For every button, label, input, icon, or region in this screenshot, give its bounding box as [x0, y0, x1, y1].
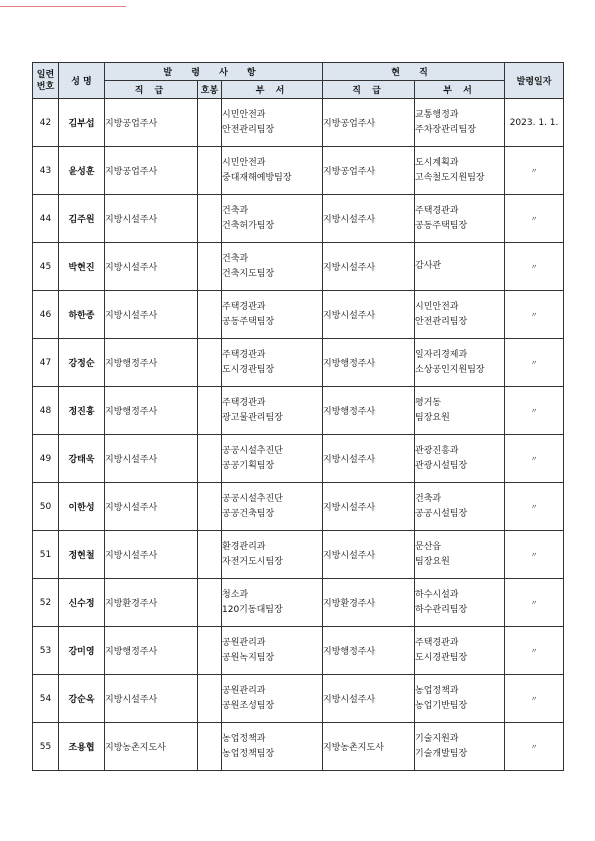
grade-number — [198, 627, 222, 675]
table-row — [33, 723, 564, 771]
new-rank: 지방행정주사 — [105, 339, 198, 387]
header-row-sub — [33, 81, 564, 99]
new-rank: 지방시설주사 — [105, 243, 198, 291]
header-appointment-group: 발 령 사 항 — [105, 63, 323, 81]
new-dept-line: 공공시설추진단 — [222, 493, 283, 504]
header-serial-line1: 일련 — [36, 69, 55, 80]
new-rank: 지방시설주사 — [105, 483, 198, 531]
current-dept-line: 고속철도지원팀장 — [415, 172, 485, 183]
grade-number — [198, 483, 222, 531]
current-dept-line: 소상공인지원팀장 — [415, 364, 485, 375]
current-dept-line: 교통행정과 — [415, 109, 459, 120]
grade-number — [198, 99, 222, 147]
current-dept-line: 건축과 — [415, 493, 442, 504]
new-dept-line: 주택경관과 — [222, 301, 266, 312]
current-dept — [415, 579, 505, 627]
current-rank: 지방시설주사 — [323, 531, 415, 579]
new-dept-line: 농업정책과 — [222, 733, 266, 744]
new-dept-line: 건축과 — [222, 253, 249, 264]
new-rank: 지방시설주사 — [105, 531, 198, 579]
table-row — [33, 243, 564, 291]
current-dept — [415, 435, 505, 483]
current-dept-line: 기술개발팀장 — [415, 748, 468, 759]
table-row — [33, 387, 564, 435]
current-dept — [415, 339, 505, 387]
current-dept — [415, 627, 505, 675]
table-row — [33, 291, 564, 339]
current-dept-line: 하수시설과 — [415, 589, 459, 600]
current-dept — [415, 147, 505, 195]
current-dept-line: 농업정책과 — [415, 685, 459, 696]
current-rank: 지방행정주사 — [323, 387, 415, 435]
new-dept — [222, 723, 323, 771]
current-dept-line: 도시계획과 — [415, 157, 459, 168]
current-dept-line: 공동주택팀장 — [415, 220, 468, 231]
new-dept-line: 건축지도팀장 — [222, 268, 275, 279]
header-cur-rank: 직 급 — [323, 81, 415, 99]
appointment-date: 2023. 1. 1. — [505, 99, 564, 147]
person-name: 강순옥 — [59, 675, 105, 723]
grade-number — [198, 675, 222, 723]
table-row — [33, 483, 564, 531]
serial-number: 54 — [33, 675, 59, 723]
current-dept-line: 시민안전과 — [415, 301, 459, 312]
current-rank: 지방행정주사 — [323, 339, 415, 387]
appointment-date: 〃 — [505, 339, 564, 387]
person-name: 이한성 — [59, 483, 105, 531]
current-dept-line: 주택경관과 — [415, 205, 459, 216]
new-dept-line: 시민안전과 — [222, 157, 266, 168]
new-rank: 지방공업주사 — [105, 147, 198, 195]
new-rank: 지방공업주사 — [105, 99, 198, 147]
new-rank: 지방시설주사 — [105, 675, 198, 723]
grade-number — [198, 435, 222, 483]
new-dept-line: 농업정책팀장 — [222, 748, 275, 759]
table-row — [33, 147, 564, 195]
new-dept — [222, 339, 323, 387]
person-name: 강정순 — [59, 339, 105, 387]
top-rule — [0, 6, 126, 7]
new-dept — [222, 195, 323, 243]
grade-number — [198, 243, 222, 291]
appointment-date: 〃 — [505, 675, 564, 723]
current-rank: 지방공업주사 — [323, 99, 415, 147]
new-dept-line: 공원녹지팀장 — [222, 652, 275, 663]
new-dept-line: 120기동대팀장 — [222, 604, 283, 615]
serial-number: 52 — [33, 579, 59, 627]
person-name: 강태욱 — [59, 435, 105, 483]
serial-number: 45 — [33, 243, 59, 291]
appointment-date: 〃 — [505, 435, 564, 483]
current-rank: 지방시설주사 — [323, 291, 415, 339]
appointment-date: 〃 — [505, 387, 564, 435]
current-dept — [415, 723, 505, 771]
new-dept-line: 중대재해예방팀장 — [222, 172, 292, 183]
person-name: 정현철 — [59, 531, 105, 579]
current-dept-line: 하수관리팀장 — [415, 604, 468, 615]
person-name: 박현진 — [59, 243, 105, 291]
header-cur-dept: 부 서 — [415, 81, 505, 99]
new-rank: 지방환경주사 — [105, 579, 198, 627]
person-name: 김주원 — [59, 195, 105, 243]
new-dept — [222, 531, 323, 579]
serial-number: 50 — [33, 483, 59, 531]
new-rank: 지방행정주사 — [105, 627, 198, 675]
current-rank: 지방시설주사 — [323, 243, 415, 291]
header-serial — [33, 63, 59, 99]
serial-number: 42 — [33, 99, 59, 147]
new-dept-line: 공원관리과 — [222, 685, 266, 696]
new-dept-line: 공동주택팀장 — [222, 316, 275, 327]
serial-number: 44 — [33, 195, 59, 243]
current-rank: 지방시설주사 — [323, 435, 415, 483]
new-dept-line: 공원조성팀장 — [222, 700, 275, 711]
new-dept-line: 광고물관리팀장 — [222, 412, 283, 423]
header-new-rank: 직 급 — [105, 81, 198, 99]
current-rank: 지방시설주사 — [323, 195, 415, 243]
appointment-date: 〃 — [505, 243, 564, 291]
new-dept-line: 환경관리과 — [222, 541, 266, 552]
appointment-date: 〃 — [505, 531, 564, 579]
current-dept — [415, 483, 505, 531]
appointment-date: 〃 — [505, 147, 564, 195]
header-current-group: 현 직 — [323, 63, 505, 81]
table-row — [33, 339, 564, 387]
header-new-dept: 부 서 — [222, 81, 323, 99]
table-row — [33, 531, 564, 579]
current-dept-line: 팀장요원 — [415, 412, 450, 423]
current-rank: 지방농촌지도사 — [323, 723, 415, 771]
new-dept-line: 공원관리과 — [222, 637, 266, 648]
appointment-table — [32, 62, 564, 771]
new-dept — [222, 291, 323, 339]
appointment-date: 〃 — [505, 627, 564, 675]
appointment-date: 〃 — [505, 579, 564, 627]
current-rank: 지방환경주사 — [323, 579, 415, 627]
current-dept-line: 도시경관팀장 — [415, 652, 468, 663]
current-rank: 지방공업주사 — [323, 147, 415, 195]
header-date: 발령일자 — [505, 63, 564, 99]
person-name: 정진흥 — [59, 387, 105, 435]
current-dept — [415, 195, 505, 243]
new-dept — [222, 387, 323, 435]
new-dept-line: 건축허가팀장 — [222, 220, 275, 231]
new-dept-line: 안전관리팀장 — [222, 124, 275, 135]
current-dept-line: 감사관 — [415, 261, 442, 271]
serial-number: 51 — [33, 531, 59, 579]
grade-number — [198, 195, 222, 243]
current-rank: 지방행정주사 — [323, 627, 415, 675]
new-dept — [222, 627, 323, 675]
grade-number — [198, 339, 222, 387]
new-dept — [222, 435, 323, 483]
current-dept-line: 안전관리팀장 — [415, 316, 468, 327]
current-dept — [415, 675, 505, 723]
table-row — [33, 579, 564, 627]
new-dept-line: 주택경관과 — [222, 397, 266, 408]
current-rank: 지방시설주사 — [323, 483, 415, 531]
new-rank: 지방시설주사 — [105, 435, 198, 483]
appointment-date: 〃 — [505, 195, 564, 243]
grade-number — [198, 147, 222, 195]
current-dept-line: 평거동 — [415, 397, 442, 408]
table-row — [33, 195, 564, 243]
current-dept — [415, 99, 505, 147]
current-dept-line: 공공시설팀장 — [415, 508, 468, 519]
serial-number: 55 — [33, 723, 59, 771]
current-dept — [415, 291, 505, 339]
new-dept-line: 주택경관과 — [222, 349, 266, 360]
header-serial-line2: 번호 — [36, 81, 55, 92]
current-dept-line: 주차장관리팀장 — [415, 124, 476, 135]
appointment-date: 〃 — [505, 483, 564, 531]
serial-number: 47 — [33, 339, 59, 387]
new-dept — [222, 579, 323, 627]
current-dept-line: 팀장요원 — [415, 556, 450, 567]
table-row — [33, 675, 564, 723]
person-name: 신수정 — [59, 579, 105, 627]
grade-number — [198, 291, 222, 339]
person-name: 하한종 — [59, 291, 105, 339]
person-name: 강미영 — [59, 627, 105, 675]
current-dept — [415, 531, 505, 579]
new-dept-line: 건축과 — [222, 205, 249, 216]
current-dept-line: 기술지원과 — [415, 733, 459, 744]
current-dept-line: 일자리경제과 — [415, 349, 468, 360]
header-row-top — [33, 63, 564, 81]
grade-number — [198, 579, 222, 627]
new-dept — [222, 243, 323, 291]
new-rank: 지방농촌지도사 — [105, 723, 198, 771]
serial-number: 48 — [33, 387, 59, 435]
current-dept — [415, 387, 505, 435]
new-dept — [222, 483, 323, 531]
header-name: 성 명 — [59, 63, 105, 99]
new-dept — [222, 675, 323, 723]
new-dept-line: 공공기획팀장 — [222, 460, 275, 471]
current-rank: 지방시설주사 — [323, 675, 415, 723]
person-name: 조용협 — [59, 723, 105, 771]
serial-number: 53 — [33, 627, 59, 675]
new-dept-line: 공공시설추진단 — [222, 445, 283, 456]
current-dept-line: 농업기반팀장 — [415, 700, 468, 711]
new-dept-line: 자전거도시팀장 — [222, 556, 283, 567]
new-dept-line: 도시경관팀장 — [222, 364, 275, 375]
grade-number — [198, 723, 222, 771]
current-dept-line: 관광시설팀장 — [415, 460, 468, 471]
new-dept-line: 공공건축팀장 — [222, 508, 275, 519]
appointment-date: 〃 — [505, 291, 564, 339]
table-row — [33, 435, 564, 483]
new-rank: 지방행정주사 — [105, 387, 198, 435]
serial-number: 49 — [33, 435, 59, 483]
current-dept-line: 문산읍 — [415, 541, 442, 552]
new-dept — [222, 99, 323, 147]
header-grade: 호봉 — [198, 81, 222, 99]
table-row — [33, 99, 564, 147]
current-dept-line: 주택경관과 — [415, 637, 459, 648]
new-rank: 지방시설주사 — [105, 195, 198, 243]
new-dept-line: 시민안전과 — [222, 109, 266, 120]
grade-number — [198, 387, 222, 435]
person-name: 윤성훈 — [59, 147, 105, 195]
grade-number — [198, 531, 222, 579]
new-dept — [222, 147, 323, 195]
new-rank: 지방시설주사 — [105, 291, 198, 339]
serial-number: 43 — [33, 147, 59, 195]
current-dept-line: 관광진흥과 — [415, 445, 459, 456]
appointment-date: 〃 — [505, 723, 564, 771]
table-row — [33, 627, 564, 675]
current-dept — [415, 243, 505, 291]
new-dept-line: 청소과 — [222, 589, 249, 600]
person-name: 김부섭 — [59, 99, 105, 147]
serial-number: 46 — [33, 291, 59, 339]
